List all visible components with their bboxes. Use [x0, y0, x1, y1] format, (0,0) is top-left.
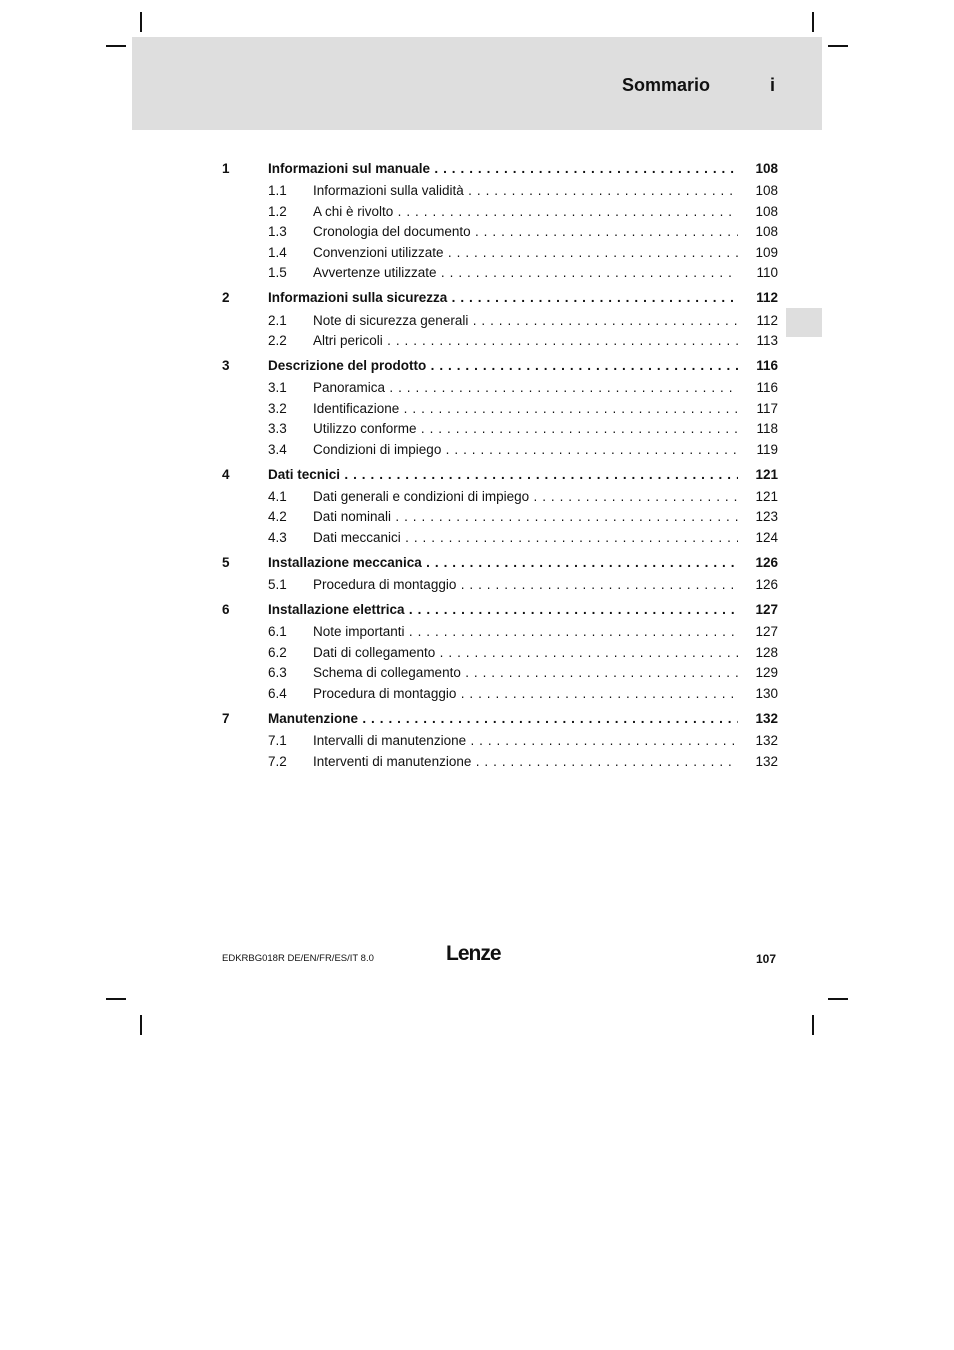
toc-section-entry[interactable]	[222, 311, 778, 331]
toc-entry-title: Interventi di manutenzione . . .	[313, 752, 738, 772]
toc-section-entry[interactable]	[222, 440, 778, 460]
toc-section-entry[interactable]	[222, 575, 778, 595]
chapter-side-tab	[786, 308, 822, 337]
toc-entry-number: 1	[222, 161, 230, 176]
toc-entry-number: 3.3	[268, 421, 287, 436]
toc-entry-number: 1.3	[268, 224, 287, 239]
crop-mark-top-left-vertical	[140, 12, 142, 32]
toc-entry-number: 3	[222, 358, 230, 373]
toc-entry-page: 123	[755, 509, 778, 524]
lenze-logo: Lenze	[446, 942, 501, 965]
toc-entry-title: A chi è rivolto . . .	[313, 202, 738, 222]
toc-section-entry[interactable]	[222, 331, 778, 351]
toc-entry-title: Dati nominali . . .	[313, 507, 738, 527]
toc-chapter-entry[interactable]	[222, 288, 778, 308]
toc-entry-page: 108	[755, 224, 778, 239]
toc-chapter-entry[interactable]	[222, 356, 778, 376]
toc-chapter-entry[interactable]	[222, 465, 778, 485]
toc-entry-page: 116	[756, 358, 778, 373]
toc-entry-page: 127	[755, 602, 778, 617]
toc-entry-number: 3.4	[268, 442, 287, 457]
toc-entry-title: Altri pericoli . . .	[313, 331, 738, 351]
crop-mark-top-right-horizontal	[828, 45, 848, 47]
toc-section-entry[interactable]	[222, 528, 778, 548]
toc-entry-title: Condizioni di impiego . . .	[313, 440, 738, 460]
toc-entry-title: Procedura di montaggio . . .	[313, 575, 738, 595]
toc-entry-title: Identificazione . . .	[313, 399, 738, 419]
header-band	[132, 37, 822, 130]
toc-entry-number: 2	[222, 290, 230, 305]
toc-chapter-entry[interactable]	[222, 709, 778, 729]
toc-entry-page: 121	[755, 489, 778, 504]
toc-entry-title: Dati di collegamento . . .	[313, 643, 738, 663]
toc-entry-number: 4.2	[268, 509, 287, 524]
toc-entry-title: Convenzioni utilizzate . . .	[313, 243, 738, 263]
toc-entry-page: 132	[755, 711, 778, 726]
toc-section-entry[interactable]	[222, 663, 778, 683]
toc-entry-number: 1.2	[268, 204, 287, 219]
toc-entry-title: Dati meccanici . . .	[313, 528, 738, 548]
toc-section-entry[interactable]	[222, 752, 778, 772]
toc-chapter-entry[interactable]	[222, 159, 778, 179]
toc-section-entry[interactable]	[222, 507, 778, 527]
toc-entry-title: Avvertenze utilizzate . . .	[313, 263, 738, 283]
toc-section-entry[interactable]	[222, 378, 778, 398]
toc-chapter-entry[interactable]	[222, 553, 778, 573]
page-number: 107	[755, 952, 776, 966]
toc-entry-title: Cronologia del documento . . .	[313, 222, 738, 242]
toc-section-entry[interactable]	[222, 684, 778, 704]
document-id: EDKRBG018R DE/EN/FR/ES/IT 8.0	[222, 953, 374, 964]
toc-entry-number: 6	[222, 602, 230, 617]
toc-section-entry[interactable]	[222, 487, 778, 507]
toc-section-entry[interactable]	[222, 643, 778, 663]
page-title: Sommario	[622, 75, 711, 95]
toc-entry-title: Dati tecnici . . .	[268, 465, 738, 485]
crop-mark-top-left-horizontal	[106, 45, 126, 47]
toc-entry-page: 127	[755, 624, 778, 639]
toc-entry-number: 4.3	[268, 530, 287, 545]
toc-entry-title: Note di sicurezza generali . . .	[313, 311, 738, 331]
crop-mark-bottom-right-vertical	[812, 1015, 814, 1035]
toc-entry-number: 5	[222, 555, 230, 570]
toc-entry-page: 118	[756, 421, 778, 436]
toc-entry-page: 108	[755, 161, 778, 176]
toc-entry-title: Informazioni sulla validità . . .	[313, 181, 738, 201]
toc-entry-number: 4	[222, 467, 230, 482]
toc-entry-number: 7	[222, 711, 230, 726]
toc-entry-number: 6.2	[268, 645, 287, 660]
chapter-marker: i	[770, 75, 776, 95]
toc-entry-number: 3.1	[268, 380, 287, 395]
toc-entry-number: 4.1	[268, 489, 287, 504]
toc-entry-page: 119	[756, 442, 778, 457]
toc-entry-page: 108	[755, 183, 778, 198]
toc-entry-title: Informazioni sul manuale . . .	[268, 159, 738, 179]
toc-entry-title: Procedura di montaggio . . .	[313, 684, 738, 704]
toc-entry-number: 1.1	[268, 183, 287, 198]
toc-entry-page: 121	[755, 467, 778, 482]
toc-entry-title: Panoramica . . .	[313, 378, 738, 398]
toc-entry-number: 7.1	[268, 733, 287, 748]
toc-section-entry[interactable]	[222, 202, 778, 222]
toc-entry-number: 6.3	[268, 665, 287, 680]
toc-entry-page: 109	[755, 245, 778, 260]
toc-entry-number: 7.2	[268, 754, 287, 769]
toc-entry-number: 1.5	[268, 265, 287, 280]
toc-entry-page: 129	[755, 665, 778, 680]
toc-entry-number: 2.2	[268, 333, 287, 348]
toc-entry-page: 132	[755, 733, 778, 748]
toc-entry-page: 126	[755, 577, 778, 592]
toc-section-entry[interactable]	[222, 731, 778, 751]
toc-entry-page: 112	[756, 290, 778, 305]
toc-entry-page: 124	[755, 530, 778, 545]
toc-section-entry[interactable]	[222, 399, 778, 419]
toc-entry-page: 128	[755, 645, 778, 660]
toc-entry-page: 130	[755, 686, 778, 701]
crop-mark-bottom-left-vertical	[140, 1015, 142, 1035]
toc-entry-number: 2.1	[268, 313, 287, 328]
toc-section-entry[interactable]	[222, 222, 778, 242]
toc-entry-page: 112	[756, 313, 778, 328]
toc-entry-number: 6.1	[268, 624, 287, 639]
toc-chapter-entry[interactable]	[222, 600, 778, 620]
toc-section-entry[interactable]	[222, 243, 778, 263]
toc-section-entry[interactable]	[222, 181, 778, 201]
toc-entry-title: Utilizzo conforme . . .	[313, 419, 738, 439]
toc-entry-number: 3.2	[268, 401, 287, 416]
crop-mark-top-right-vertical	[812, 12, 814, 32]
toc-entry-title: Installazione elettrica . . .	[268, 600, 738, 620]
toc-entry-number: 6.4	[268, 686, 287, 701]
toc-entry-title: Informazioni sulla sicurezza . . .	[268, 288, 738, 308]
crop-mark-bottom-right-horizontal	[828, 998, 848, 1000]
toc-section-entry[interactable]	[222, 263, 778, 283]
toc-entry-page: 110	[756, 265, 778, 280]
toc-entry-page: 126	[755, 555, 778, 570]
toc-entry-number: 5.1	[268, 577, 287, 592]
crop-mark-bottom-left-horizontal	[106, 998, 126, 1000]
toc-entry-page: 108	[755, 204, 778, 219]
toc-entry-title: Installazione meccanica . . .	[268, 553, 738, 573]
toc-section-entry[interactable]	[222, 622, 778, 642]
toc-entry-page: 117	[756, 401, 778, 416]
toc-entry-title: Descrizione del prodotto . . .	[268, 356, 738, 376]
toc-entry-title: Dati generali e condizioni di impiego . . .	[313, 487, 738, 507]
toc-entry-page: 113	[756, 333, 778, 348]
toc-entry-number: 1.4	[268, 245, 287, 260]
toc-section-entry[interactable]	[222, 419, 778, 439]
toc-entry-title: Intervalli di manutenzione . . .	[313, 731, 738, 751]
toc-entry-title: Note importanti . . .	[313, 622, 738, 642]
toc-entry-title: Schema di collegamento . . .	[313, 663, 738, 683]
toc-entry-page: 132	[755, 754, 778, 769]
toc-entry-title: Manutenzione . . .	[268, 709, 738, 729]
toc-entry-page: 116	[756, 380, 778, 395]
